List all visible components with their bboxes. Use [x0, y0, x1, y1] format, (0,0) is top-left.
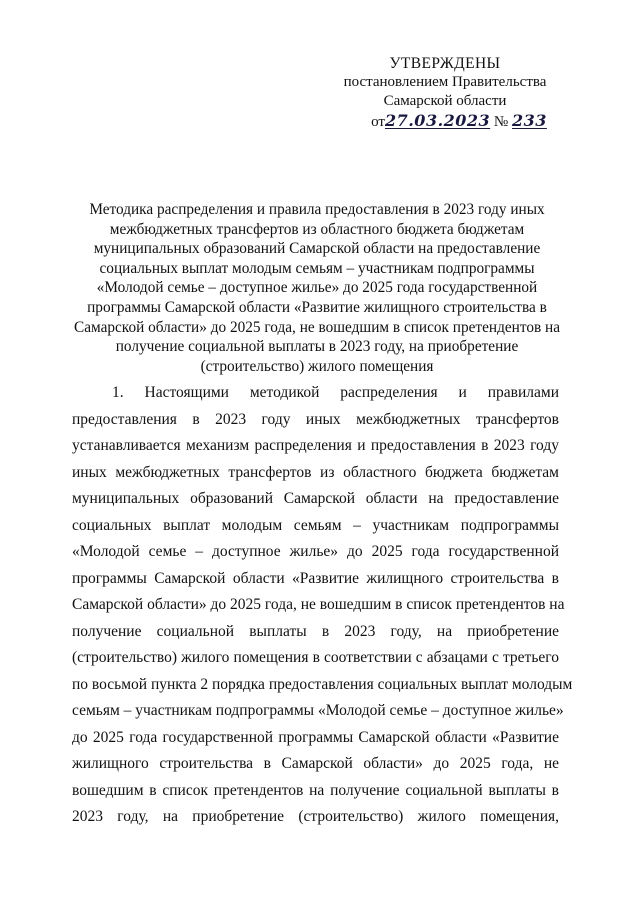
- approval-stamp-block: [330, 54, 560, 132]
- title-line: «Молодой семье – доступное жилье» до 2025 года государственной: [96, 279, 538, 297]
- paragraph-1: [72, 380, 573, 831]
- paragraph-line: жилищного строительства в Самарской области» до 2025 года, не: [72, 755, 559, 772]
- document-title: [72, 200, 562, 376]
- title-line: Самарской области» до 2025 года, не вошедшим в список претендентов на: [74, 318, 560, 336]
- paragraph-line: программы Самарской области «Развитие жилищного строительства в: [72, 569, 559, 587]
- paragraph-line: получение социальной выплаты в 2023 году, на приобретение: [72, 622, 559, 640]
- paragraph-line: семьям – участникам подпрограммы «Молодой семье – доступное жилье»: [72, 702, 564, 719]
- title-line: (строительство) жилого помещения: [200, 357, 434, 375]
- paragraph-line: муниципальных образований Самарской области на предоставление: [72, 490, 559, 507]
- paragraph-line: предоставления в 2023 году иных межбюджетных трансфертов: [72, 410, 559, 428]
- paragraph-line: по восьмой пункта 2 порядка предоставления социальных выплат молодым: [72, 675, 573, 693]
- approval-date-number-line: [371, 111, 547, 132]
- paragraph-line: до 2025 года государственной программы Самарской области «Развитие: [72, 728, 559, 746]
- handwritten-date: 27.03.2023: [384, 111, 491, 130]
- approval-line-2: Самарской области: [383, 93, 507, 109]
- title-line: Методика распределения и правила предоставления в 2023 году иных: [89, 201, 545, 218]
- paragraph-line: Самарской области» до 2025 года, не вошедшим в список претендентов на: [72, 596, 565, 613]
- title-line: программы Самарской области «Развитие жилищного строительства в: [87, 298, 547, 316]
- paragraph-line: социальных выплат молодым семьям – участникам подпрограммы: [72, 516, 559, 534]
- title-line: межбюджетных трансфертов из областного бюджета бюджетам: [109, 220, 525, 238]
- number-sign: №: [493, 114, 509, 130]
- paragraph-line: 1. Настоящими методикой распределения и правилами: [112, 384, 559, 401]
- handwritten-number: 233: [511, 111, 547, 130]
- paragraph-line: устанавливается механизм распределения и предоставления в 2023 году: [72, 437, 559, 454]
- approval-line-1: постановлением Правительства: [343, 74, 547, 90]
- title-line: муниципальных образований Самарской области на предоставление: [93, 240, 541, 258]
- approval-heading: УТВЕРЖДЕНЫ: [389, 55, 501, 72]
- paragraph-line: иных межбюджетных трансфертов из областного бюджета бюджетам: [72, 463, 559, 481]
- paragraph-line: вошедшим в список претендентов на получение социальной выплаты в: [72, 781, 559, 799]
- title-line: получение социальной выплаты в 2023 году, на приобретение: [115, 338, 519, 356]
- title-line: социальных выплат молодым семьям – участникам подпрограммы: [99, 259, 535, 277]
- paragraph-line: «Молодой семье – доступное жилье» до 2025 года государственной: [72, 543, 559, 560]
- date-prefix: от: [371, 114, 385, 130]
- paragraph-line: (строительство) жилого помещения в соответствии с абзацами с третьего: [72, 649, 559, 666]
- paragraph-line: 2023 году, на приобретение (строительство) жилого помещения,: [72, 808, 559, 825]
